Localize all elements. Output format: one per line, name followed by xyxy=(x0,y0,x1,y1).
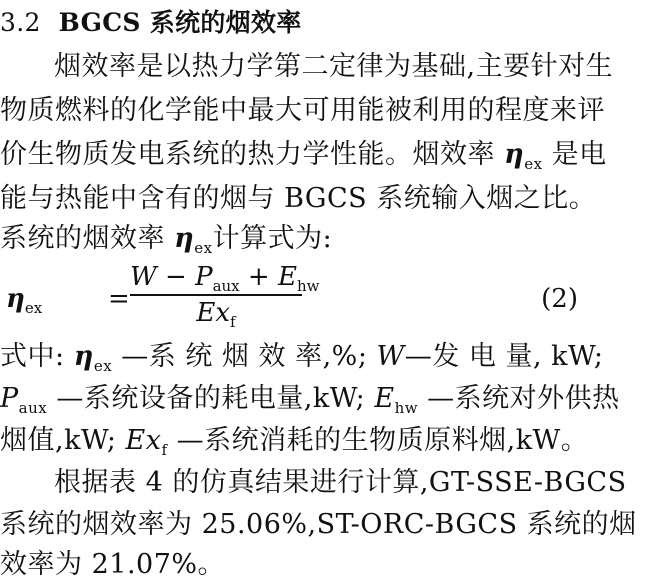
paragraph-1-line-2: 物质燃料的化学能中最大可用能被利用的程度来评 xyxy=(0,95,605,126)
ex-symbol: Ex xyxy=(196,298,231,328)
eta-subscript: ex xyxy=(24,299,43,317)
eta-definition: —系 统 烟 效 率,%; xyxy=(112,341,377,372)
paragraph-1-line-5-text-a: 系统的烟效率 xyxy=(0,223,175,254)
paragraph-1-line-1: 烟效率是以热力学第二定律为基础,主要针对生 xyxy=(54,51,614,82)
paragraph-2-line-1: 根据表 4 的仿真结果进行计算,GT-SSE-BGCS xyxy=(54,467,627,498)
fraction-numerator xyxy=(130,262,320,295)
ex-symbol: Ex xyxy=(125,425,162,456)
paragraph-1-line-3-text-b: 是电 xyxy=(542,139,607,170)
minus-sign: − xyxy=(156,262,196,292)
plus-sign: + xyxy=(239,262,278,292)
w-symbol: W xyxy=(130,262,157,292)
eta-subscript: ex xyxy=(524,155,543,173)
eta-symbol: η xyxy=(73,341,94,372)
p-symbol: P xyxy=(0,383,19,414)
definitions-prefix: 式中: xyxy=(0,341,74,372)
section-title: BGCS 系统的烟效率 xyxy=(58,8,302,37)
definitions-line-3-prefix: 烟值,kW; xyxy=(0,425,126,456)
ex-definition: —系统消耗的生物质原料烟,kW。 xyxy=(167,425,589,456)
equals-sign: = xyxy=(108,284,130,314)
paragraph-1-line-3-text-a: 价生物质发电系统的热力学性能。烟效率 xyxy=(0,139,505,170)
paragraph-2-line-2: 系统的烟效率为 25.06%,ST-ORC-BGCS 系统的烟 xyxy=(0,509,637,540)
aux-subscript: aux xyxy=(212,277,240,295)
e-symbol: E xyxy=(374,383,395,414)
paragraph-1-line-4: 能与热能中含有的烟与 BGCS 系统输入烟之比。 xyxy=(0,183,597,214)
equation-2 xyxy=(0,262,600,331)
e-symbol: E xyxy=(277,262,297,292)
equation-fraction xyxy=(130,262,320,331)
eta-symbol: η xyxy=(504,139,525,170)
p-symbol: P xyxy=(195,262,213,292)
equation-number: (2) xyxy=(541,284,578,314)
w-symbol: W xyxy=(376,341,405,372)
e-definition: —系统对外供热 xyxy=(418,383,620,414)
f-subscript: f xyxy=(161,441,168,459)
eta-symbol: η xyxy=(174,223,195,254)
paragraph-1-line-5-text-b: 计算式为: xyxy=(212,223,333,254)
section-number: 3.2 xyxy=(0,8,41,37)
eta-subscript: ex xyxy=(93,357,113,375)
w-definition: —发 电 量, kW; xyxy=(404,341,604,372)
paragraph-2-line-3: 效率为 21.07%。 xyxy=(0,549,226,580)
fraction-denominator xyxy=(130,298,302,331)
section-heading xyxy=(0,6,600,40)
eta-subscript: ex xyxy=(194,239,213,257)
paragraph-1-line-5 xyxy=(0,222,600,265)
f-subscript: f xyxy=(230,313,236,331)
definitions-line-1 xyxy=(0,340,604,383)
paragraph-1-line-3 xyxy=(0,138,607,181)
hw-subscript: hw xyxy=(394,399,419,417)
definitions-line-2 xyxy=(0,382,620,425)
equation-lhs xyxy=(6,284,42,317)
hw-subscript: hw xyxy=(296,277,320,295)
aux-subscript: aux xyxy=(18,399,48,417)
p-definition: —系统设备的耗电量,kW; xyxy=(47,383,375,414)
eta-symbol: η xyxy=(6,284,25,314)
definitions-line-3 xyxy=(0,424,600,467)
